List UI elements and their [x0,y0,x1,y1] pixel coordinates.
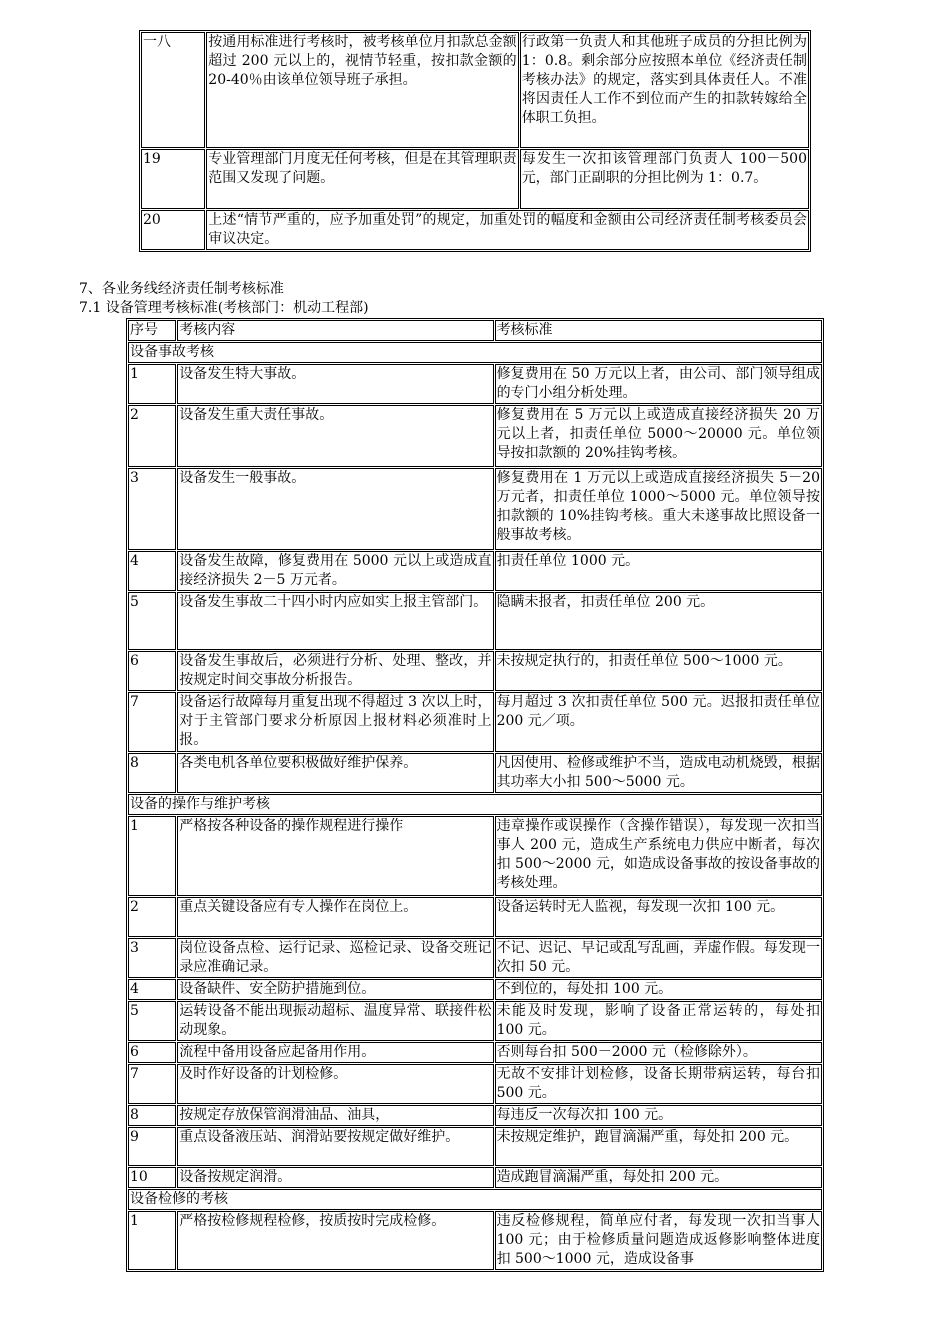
row-number: 5 [128,592,176,650]
row-content: 及时作好设备的计划检修。 [177,1064,493,1104]
table-row [128,979,822,1000]
table-row [128,1105,822,1126]
row-content: 设备按规定润滑。 [177,1167,493,1188]
header-number: 序号 [128,320,176,341]
row-number: 一八 [141,32,205,148]
section-title: 设备检修的考核 [128,1189,822,1210]
table-row [128,1167,822,1188]
row-standard: 修复费用在 50 万元以上者，由公司、部门领导组成的专门小组分析处理。 [495,364,822,404]
section-title-row [128,342,822,363]
table-row [128,651,822,691]
row-number: 8 [128,753,176,793]
row-standard: 修复费用在 5 万元以上或造成直接经济损失 20 万元以上者，扣责任单位 5000～20000 元。单位领导按扣款额的 20%挂钩考核。 [495,405,822,467]
table-row [128,692,822,752]
header-content: 考核内容 [177,320,493,341]
row-standard: 不到位的，每处扣 100 元。 [495,979,822,1000]
row-number: 2 [128,897,176,937]
table-row [128,364,822,404]
row-content: 设备发生一般事故。 [177,468,493,550]
row-standard: 造成跑冒滴漏严重，每处扣 200 元。 [495,1167,822,1188]
row-content: 设备运行故障每月重复出现不得超过 3 次以上时，对于主管部门要求分析原因上报材料必须准时上报。 [177,692,493,752]
table-row [141,149,809,209]
row-content: 重点关键设备应有专人操作在岗位上。 [177,897,493,937]
row-content: 流程中备用设备应起备用作用。 [177,1042,493,1063]
section-heading: 7、各业务线经济责任制考核标准 [79,281,284,297]
section-title-row [128,1189,822,1210]
header-standard: 考核标准 [495,320,822,341]
table-row [128,1001,822,1041]
row-content: 设备发生特大事故。 [177,364,493,404]
row-number: 1 [128,816,176,896]
row-standard: 隐瞒未报者，扣责任单位 200 元。 [495,592,822,650]
row-number: 9 [128,1127,176,1166]
table-row [128,897,822,937]
row-content: 严格按检修规程检修，按质按时完成检修。 [177,1211,493,1270]
table-row [128,592,822,650]
table-row [128,753,822,793]
row-number: 19 [141,149,205,209]
row-standard: 行政第一负责人和其他班子成员的分担比例为 1：0.8。剩余部分应按照本单位《经济责任制考核办法》的规定，落实到具体责任人。不准将因责任人工作不到位而产生的扣款转嫁给全体职工负担。 [520,32,809,148]
table-row [128,1042,822,1063]
row-number: 5 [128,1001,176,1041]
row-number: 10 [128,1167,176,1188]
section-title: 设备的操作与维护考核 [128,794,822,815]
row-standard: 不记、迟记、早记或乱写乱画，弄虚作假。每发现一次扣 50 元。 [495,938,822,978]
row-number: 1 [128,364,176,404]
row-number: 1 [128,1211,176,1270]
table-row [128,1064,822,1104]
row-standard: 凡因使用、检修或维护不当，造成电动机烧毁，根据其功率大小扣 500～5000 元。 [495,753,822,793]
row-standard: 未按规定执行的，扣责任单位 500～1000 元。 [495,651,822,691]
row-content: 各类电机各单位要积极做好维护保养。 [177,753,493,793]
row-number: 8 [128,1105,176,1126]
row-merged-content: 上述“情节严重的，应予加重处罚”的规定，加重处罚的幅度和金额由公司经济责任制考核委员会审议决定。 [206,210,809,250]
row-number: 6 [128,1042,176,1063]
row-standard: 未按规定维护，跑冒滴漏严重，每处扣 200 元。 [495,1127,822,1166]
table-row [141,32,809,148]
row-standard: 扣责任单位 1000 元。 [495,551,822,591]
row-content: 设备发生事故二十四小时内应如实上报主管部门。 [177,592,493,650]
row-standard: 否则每台扣 500－2000 元（检修除外）。 [495,1042,822,1063]
table-row [128,938,822,978]
row-number: 4 [128,979,176,1000]
row-number: 3 [128,468,176,550]
section-title: 设备事故考核 [128,342,822,363]
subsection-heading: 7.1 设备管理考核标准(考核部门：机动工程部) [79,300,369,316]
table-row [128,405,822,467]
row-content: 严格按各种设备的操作规程进行操作 [177,816,493,896]
row-content: 专业管理部门月度无任何考核，但是在其管理职责范围又发现了问题。 [206,149,518,209]
row-content: 设备发生故障，修复费用在 5000 元以上或造成直接经济损失 2－5 万元者。 [177,551,493,591]
row-content: 按规定存放保管润滑油品、油具， [177,1105,493,1126]
row-content: 设备发生重大责任事故。 [177,405,493,467]
row-content: 运转设备不能出现振动超标、温度异常、联接件松动现象。 [177,1001,493,1041]
row-content: 重点设备液压站、润滑站要按规定做好维护。 [177,1127,493,1166]
section-title-row [128,794,822,815]
row-number: 4 [128,551,176,591]
equipment-assessment-table [126,318,824,1272]
row-content: 岗位设备点检、运行记录、巡检记录、设备交班记录应准确记录。 [177,938,493,978]
row-standard: 设备运转时无人监视，每发现一次扣 100 元。 [495,897,822,937]
table-row [128,468,822,550]
row-standard: 未能及时发现，影响了设备正常运转的，每处扣 100 元。 [495,1001,822,1041]
row-number: 7 [128,1064,176,1104]
row-number: 6 [128,651,176,691]
row-content: 按通用标准进行考核时，被考核单位月扣款总金额超过 200 元以上的，视情节轻重，按扣款金额的 20-40％由该单位领导班子承担。 [206,32,518,148]
row-number: 20 [141,210,205,250]
table-row [128,551,822,591]
row-number: 2 [128,405,176,467]
row-standard: 违章操作或误操作（含操作错误），每发现一次扣当事人 200 元，造成生产系统电力供应中断者，每次扣 500～2000 元，如造成设备事故的按设备事故的考核处理。 [495,816,822,896]
row-standard: 每违反一次每次扣 100 元。 [495,1105,822,1126]
row-standard: 修复费用在 1 万元以上或造成直接经济损失 5－20 万元者，扣责任单位 1000～5000 元。单位领导按扣款额的 10%挂钩考核。重大未遂事故比照设备一般事故考核。 [495,468,822,550]
row-standard: 无故不安排计划检修，设备长期带病运转，每台扣 500 元。 [495,1064,822,1104]
row-standard: 每月超过 3 次扣责任单位 500 元。迟报扣责任单位 200 元／项。 [495,692,822,752]
table-header-row [128,320,822,341]
table-row [128,1211,822,1270]
table-row [128,1127,822,1166]
row-number: 7 [128,692,176,752]
top-regulation-table [139,30,811,252]
table-row [128,816,822,896]
row-number: 3 [128,938,176,978]
row-standard: 每发生一次扣该管理部门负责人 100－500 元，部门正副职的分担比例为 1：0.7。 [520,149,809,209]
row-standard: 违反检修规程，简单应付者，每发现一次扣当事人 100 元；由于检修质量问题造成返修影响整体进度扣 500～1000 元，造成设备事 [495,1211,822,1270]
table-row [141,210,809,250]
row-content: 设备缺件、安全防护措施到位。 [177,979,493,1000]
row-content: 设备发生事故后，必须进行分析、处理、整改，并按规定时间交事故分析报告。 [177,651,493,691]
